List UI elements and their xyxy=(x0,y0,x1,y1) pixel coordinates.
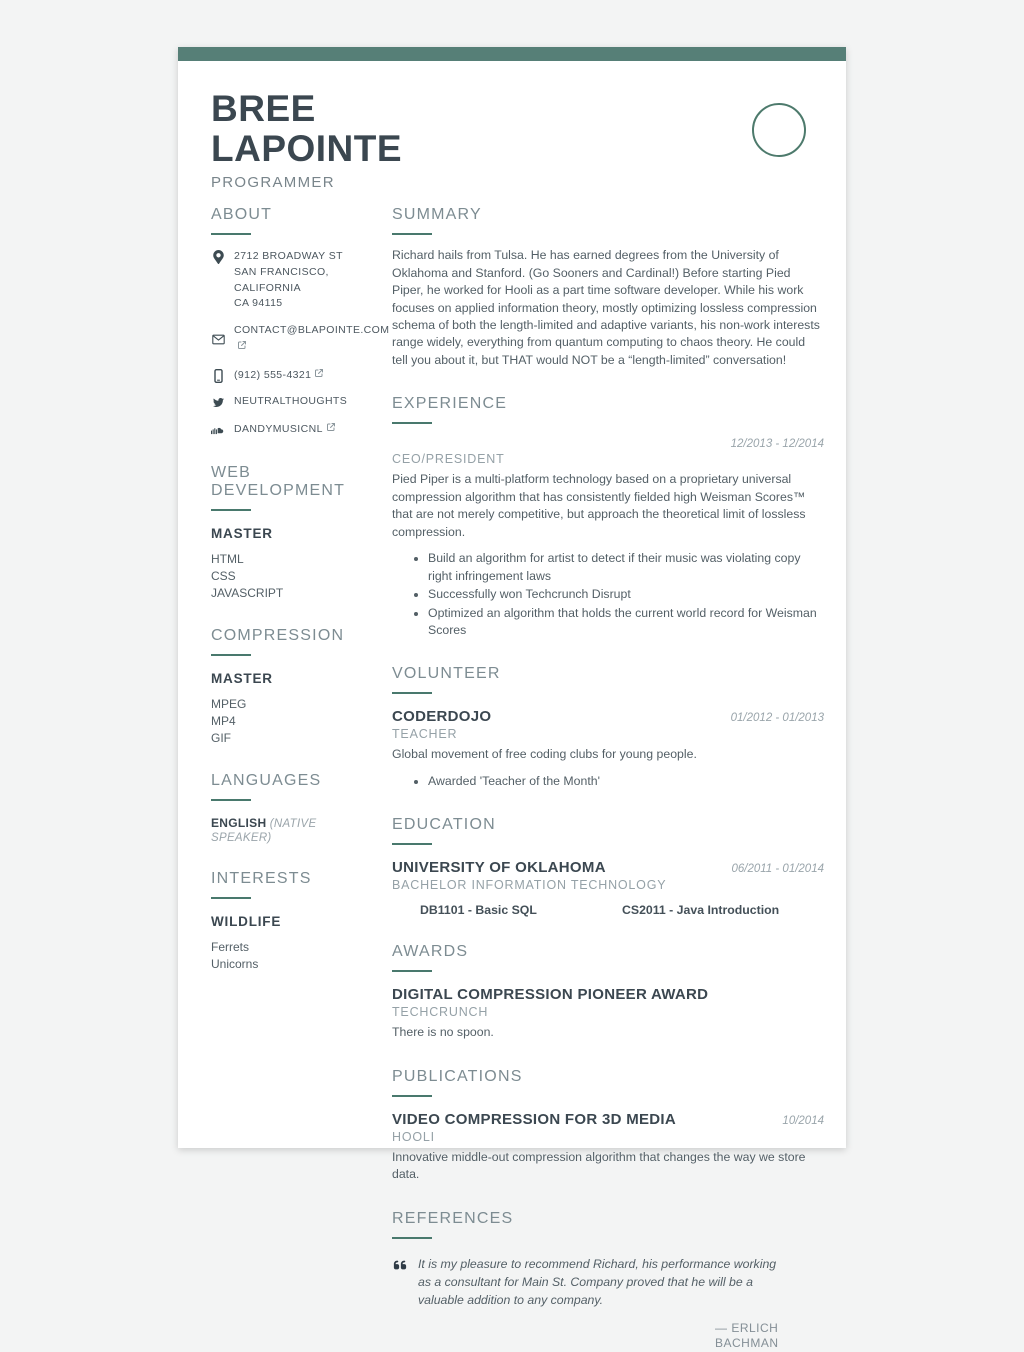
languages-section xyxy=(211,772,367,844)
address-row xyxy=(211,249,367,312)
soundcloud-link[interactable] xyxy=(211,421,367,438)
about-section xyxy=(211,206,390,438)
experience-date: 12/2013 - 12/2014 xyxy=(730,438,824,451)
resume-document xyxy=(178,47,846,1351)
education-entry xyxy=(392,859,824,917)
volunteer-role: TEACHER xyxy=(392,727,458,742)
address-line-3: CA 94115 xyxy=(234,297,283,310)
skill-item: HTML xyxy=(211,551,244,566)
skill-item: JAVASCRIPT xyxy=(211,585,284,600)
skill-group-heading: COMPRESSION xyxy=(211,627,367,656)
highlight-item: • Build an algorithm for artist to detect if their music was violating copy right infringement laws xyxy=(428,550,824,585)
accent-top-bar xyxy=(178,47,846,61)
soundcloud-handle: DANDYMUSICNL xyxy=(234,423,323,436)
publication-summary: Innovative middle-out compression algorithm that changes the way we store data. xyxy=(392,1149,806,1182)
email-link[interactable] xyxy=(211,323,390,356)
address-text xyxy=(234,249,367,312)
highlight-item: • Optimized an algorithm that holds the current world record for Weisman Scores xyxy=(428,605,824,640)
avatar-circle xyxy=(752,103,806,157)
experience-section xyxy=(392,395,824,639)
twitter-text xyxy=(234,394,347,410)
education-date: 06/2011 - 01/2014 xyxy=(731,863,824,876)
mobile-phone-icon xyxy=(211,368,225,383)
email-value: CONTACT@BLAPOINTE.COM xyxy=(234,324,390,337)
interests-heading: INTERESTS xyxy=(211,870,367,899)
references-section xyxy=(392,1210,824,1352)
twitter-bird-icon xyxy=(211,396,225,408)
publications-section xyxy=(392,1068,824,1184)
interest-item: Ferrets xyxy=(211,939,250,954)
person-first-name: BREE xyxy=(211,88,316,129)
education-degree: BACHELOR INFORMATION TECHNOLOGY xyxy=(392,878,667,893)
volunteer-entry xyxy=(392,708,824,790)
phone-link[interactable] xyxy=(211,367,367,384)
experience-highlights xyxy=(392,550,824,639)
award-entry xyxy=(392,986,824,1041)
highlight-item: • Awarded 'Teacher of the Month' xyxy=(428,773,824,790)
external-link-icon xyxy=(315,367,323,383)
language-name: ENGLISH xyxy=(211,815,267,830)
phone-value: (912) 555-4321 xyxy=(234,368,312,381)
education-school: UNIVERSITY OF OKLAHOMA xyxy=(392,859,606,877)
experience-heading: EXPERIENCE xyxy=(392,395,824,424)
interest-items xyxy=(211,939,367,972)
award-awarder: TECHCRUNCH xyxy=(392,1005,489,1020)
course-item: DB1101 - Basic SQL xyxy=(420,903,537,918)
about-heading: ABOUT xyxy=(211,206,367,235)
skill-item: MP4 xyxy=(211,713,236,728)
volunteer-highlights xyxy=(392,773,824,790)
experience-role: CEO/PRESIDENT xyxy=(392,452,505,467)
summary-heading: SUMMARY xyxy=(392,206,824,235)
award-summary: There is no spoon. xyxy=(392,1025,494,1040)
interests-section xyxy=(211,870,367,972)
reference-quote: It is my pleasure to recommend Richard, his performance working as a consultant for Main St. Company proved that he will be a valuable addition to any company. xyxy=(418,1256,777,1307)
education-section xyxy=(392,816,824,917)
language-row xyxy=(211,816,367,844)
publication-publisher: HOOLI xyxy=(392,1129,435,1144)
volunteer-description: Global movement of free coding clubs for young people. xyxy=(392,747,697,762)
publication-entry xyxy=(392,1111,824,1184)
person-last-name: LAPOINTE xyxy=(211,127,403,169)
references-heading: REFERENCES xyxy=(392,1210,824,1239)
skill-items xyxy=(211,551,367,601)
publication-date: 10/2014 xyxy=(782,1114,824,1127)
interest-item: Unicorns xyxy=(211,956,259,971)
volunteer-heading: VOLUNTEER xyxy=(392,665,824,694)
location-pin-icon xyxy=(211,249,225,264)
course-item: CS2011 - Java Introduction xyxy=(622,903,780,918)
experience-description: Pied Piper is a multi-platform technology based on a proprietary universal compression algorithm that has consistently fielded high Weisman Scores™ that are not merely competitive, but approach the theoretical limit of lossless compression. xyxy=(392,472,806,539)
person-name xyxy=(211,89,824,168)
skill-item: MPEG xyxy=(211,696,247,711)
twitter-handle: NEUTRALTHOUGHTS xyxy=(234,395,348,408)
address-line-2: SAN FRANCISCO, CALIFORNIA xyxy=(234,265,329,294)
skill-item: GIF xyxy=(211,730,231,745)
skill-group-heading: WEB DEVELOPMENT xyxy=(211,464,367,511)
resume-header xyxy=(211,89,824,191)
address-line-1: 2712 BROADWAY ST xyxy=(234,250,343,263)
main-content xyxy=(392,206,824,1352)
education-heading: EDUCATION xyxy=(392,816,824,845)
interest-category: WILDLIFE xyxy=(211,913,282,929)
skill-item: CSS xyxy=(211,568,236,583)
publication-title: VIDEO COMPRESSION FOR 3D MEDIA xyxy=(392,1110,677,1128)
volunteer-date: 01/2012 - 01/2013 xyxy=(730,712,824,725)
skill-level: MASTER xyxy=(211,525,273,541)
summary-text: Richard hails from Tulsa. He has earned degrees from the University of Oklahoma and Stanford. (Go Sooners and Cardinal!) Before starting Pied Piper, he worked for Hooli as a part time software developer. While his work focuses on applied information theory, mostly optimizing lossless compression schema of both the length-limited and adaptive variants, his non-work interests range widely, everything from quantum computing to chaos theory. He could tell you about it, but THAT would NOT be a “length-limited” conversation! xyxy=(392,248,820,367)
twitter-link[interactable] xyxy=(211,394,367,410)
soundcloud-text xyxy=(234,421,335,438)
soundcloud-icon xyxy=(211,424,225,435)
languages-heading: LANGUAGES xyxy=(211,772,367,801)
skill-section-web-development xyxy=(211,464,367,601)
external-link-icon xyxy=(238,339,246,355)
awards-section xyxy=(392,943,824,1041)
skill-level: MASTER xyxy=(211,670,273,686)
skill-items xyxy=(211,696,367,746)
email-text xyxy=(234,323,389,356)
summary-section xyxy=(392,206,824,369)
award-title: DIGITAL COMPRESSION PIONEER AWARD xyxy=(392,986,709,1004)
quote-icon xyxy=(392,1256,408,1310)
sidebar xyxy=(211,206,390,1352)
volunteer-section xyxy=(392,665,824,790)
language-fluency: (NATIVE SPEAKER) xyxy=(211,817,317,844)
publications-heading: PUBLICATIONS xyxy=(392,1068,824,1097)
reference-name: — ERLICH BACHMAN xyxy=(715,1320,779,1351)
education-courses xyxy=(392,903,824,917)
reference-entry xyxy=(392,1256,824,1310)
envelope-icon xyxy=(211,333,225,345)
awards-heading: AWARDS xyxy=(392,943,824,972)
volunteer-org: CODERDOJO xyxy=(392,708,492,726)
skill-section-compression xyxy=(211,627,367,746)
highlight-item: • Successfully won Techcrunch Disrupt xyxy=(428,586,824,603)
phone-text xyxy=(234,367,323,384)
experience-entry xyxy=(392,438,824,639)
person-job-title: PROGRAMMER xyxy=(211,174,335,192)
external-link-icon xyxy=(327,421,335,437)
